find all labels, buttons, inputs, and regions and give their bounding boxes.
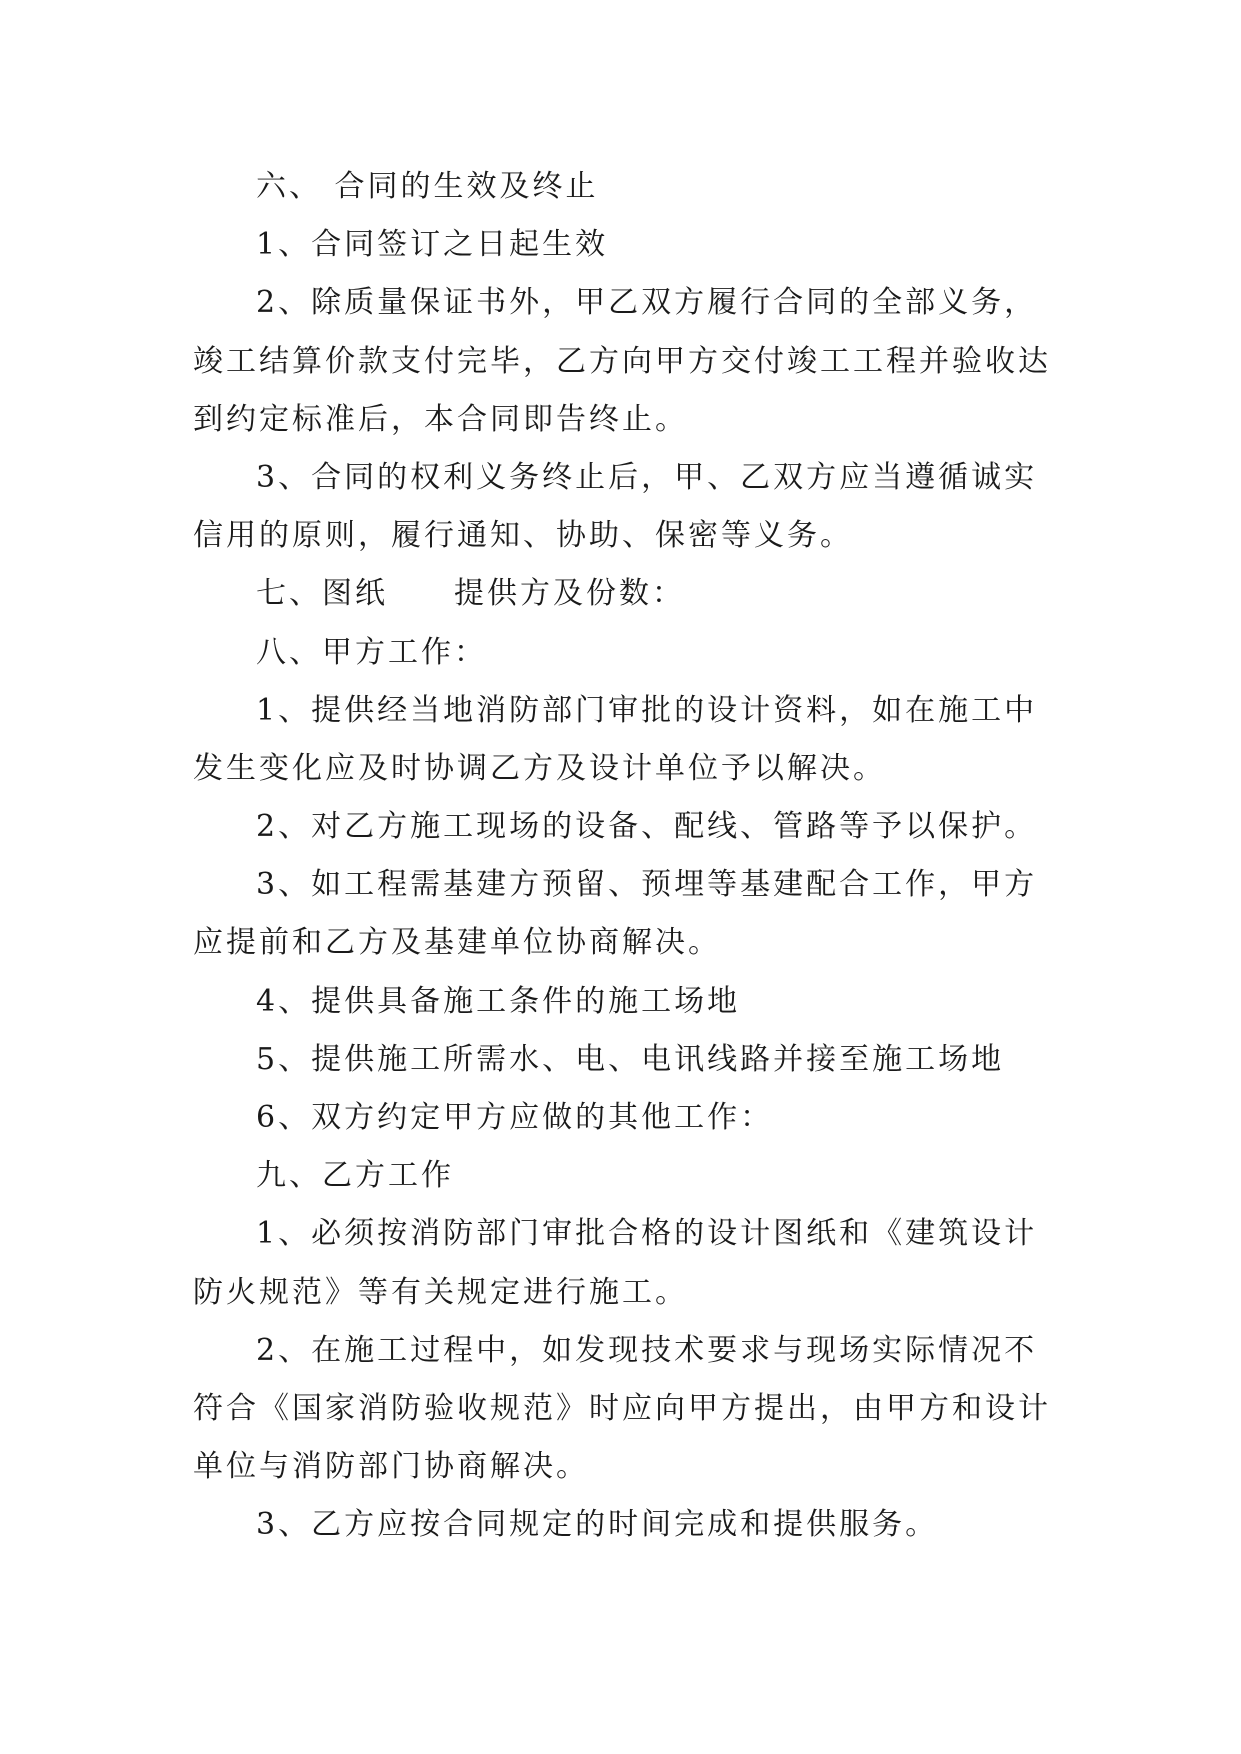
paragraph-line: 5、提供施工所需水、电、电讯线路并接至施工场地 xyxy=(256,1041,1005,1077)
paragraph-line: 到约定标准后，本合同即告终止。 xyxy=(193,401,688,437)
paragraph-line: 3、如工程需基建方预留、预埋等基建配合工作，甲方 xyxy=(256,867,1038,903)
document-body xyxy=(193,158,1053,1555)
paragraph-line: 符合《国家消防验收规范》时应向甲方提出，由甲方和设计 xyxy=(193,1390,1051,1426)
section-heading-9: 九、乙方工作 xyxy=(256,1158,454,1194)
paragraph-line: 竣工结算价款支付完毕，乙方向甲方交付竣工工程并验收达 xyxy=(193,343,1051,379)
paragraph-line: 2、在施工过程中，如发现技术要求与现场实际情况不 xyxy=(256,1332,1038,1368)
paragraph-line: 3、乙方应按合同规定的时间完成和提供服务。 xyxy=(256,1507,939,1543)
paragraph-line: 1、提供经当地消防部门审批的设计资料，如在施工中 xyxy=(256,692,1038,728)
section-heading-7: 七、图纸 提供方及份数： xyxy=(256,576,685,612)
section-heading-6: 六、 合同的生效及终止 xyxy=(256,169,599,204)
section-heading-8: 八、甲方工作： xyxy=(256,634,487,670)
paragraph-line: 单位与消防部门协商解决。 xyxy=(193,1449,589,1485)
paragraph-line: 2、除质量保证书外，甲乙双方履行合同的全部义务， xyxy=(256,285,1038,321)
paragraph-line: 4、提供具备施工条件的施工场地 xyxy=(256,983,741,1019)
paragraph-line: 防火规范》等有关规定进行施工。 xyxy=(193,1274,688,1310)
paragraph-line: 信用的原则，履行通知、协助、保密等义务。 xyxy=(193,518,853,554)
paragraph-line: 应提前和乙方及基建单位协商解决。 xyxy=(193,925,721,961)
paragraph-line: 1、合同签订之日起生效 xyxy=(256,227,609,263)
paragraph-line: 2、对乙方施工现场的设备、配线、管路等予以保护。 xyxy=(256,809,1038,845)
paragraph-line: 1、必须按消防部门审批合格的设计图纸和《建筑设计 xyxy=(256,1216,1038,1252)
paragraph-line: 3、合同的权利义务终止后，甲、乙双方应当遵循诚实 xyxy=(256,459,1038,495)
paragraph-line: 6、双方约定甲方应做的其他工作： xyxy=(256,1100,774,1135)
paragraph-line: 发生变化应及时协调乙方及设计单位予以解决。 xyxy=(193,750,886,786)
